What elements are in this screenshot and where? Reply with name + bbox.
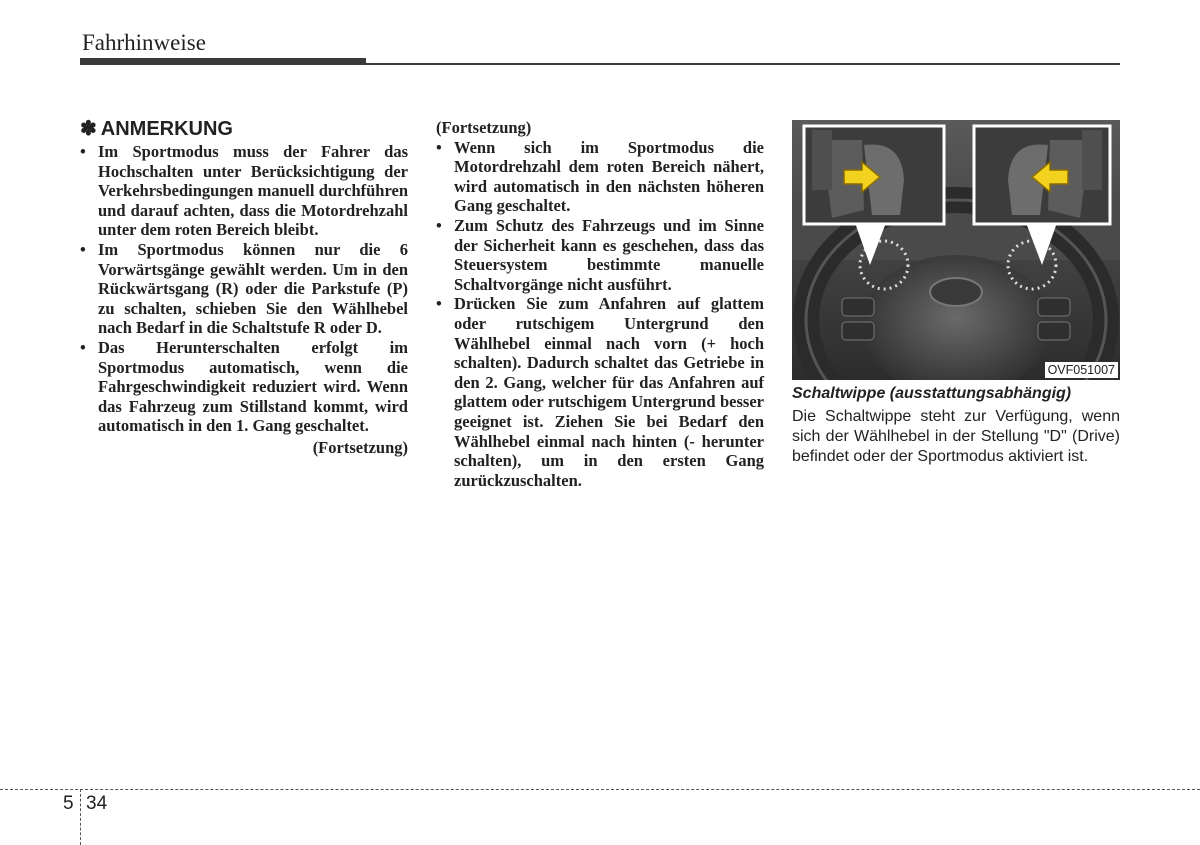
list-item: • Im Sportmodus können nur die 6 Vorwärtsgänge gewählt werden. Um in den Rückwärtsgang (R) oder die Parkstufe (P) zu schalten, schieben Sie den Wählhebel nach Bedarf in die Schaltstufe R oder D. — [80, 239, 408, 338]
note-heading — [80, 118, 408, 140]
bullet-icon: • — [436, 215, 442, 235]
asterisk-icon: ✽ — [80, 118, 97, 140]
header-rule-thin — [366, 63, 1120, 65]
figure-caption-title: Schaltwippe (ausstattungsabhängig) — [792, 385, 1072, 402]
list-item: • Wenn sich im Sportmodus die Motordrehzahl dem roten Bereich nähert, wird automatisch in den nächsten höheren Gang geschaltet. — [436, 137, 764, 216]
note-bullet-list-2 — [436, 138, 764, 491]
list-item: • Drücken Sie zum Anfahren auf glattem oder rutschigem Untergrund den Wählhebel einmal nach vorn (+ hoch schalten). Dadurch schaltet das Getriebe in den 2. Gang, welcher für das Anfahren auf glattem oder rutschigem Untergrund besser geeignet ist. Ziehen Sie bei Bedarf den Wählhebel einmal nach hinten (- herunter schalten), um in den ersten Gang zurückzuschalten. — [436, 294, 764, 490]
list-item: • Im Sportmodus muss der Fahrer das Hochschalten unter Berücksichtigung der Verkehrsbedingungen manuell durchführen und darauf achten, dass die Motordrehzahl unter dem roten Bereich bleibt. — [80, 142, 408, 240]
list-item: • Das Herunterschalten erfolgt im Sportmodus automatisch, wenn die Fahrgeschwindigkeit reduziert wird. Wenn das Fahrzeug zum Stillstand kommt, wird automatisch in den 1. Gang geschaltet. — [80, 337, 408, 436]
bullet-icon: • — [80, 142, 86, 161]
note-bullet-list-1 — [80, 142, 408, 436]
list-item: • Zum Schutz des Fahrzeugs und im Sinne der Sicherheit kann es geschehen, dass das Steuersystem bestimmte manuelle Schaltvorgänge nicht ausführt. — [436, 215, 764, 294]
bullet-icon: • — [436, 294, 442, 314]
header-rule-thick — [80, 58, 366, 65]
note-heading-label: ANMERKUNG — [100, 118, 233, 140]
steering-wheel-illustration — [792, 120, 1120, 380]
section-number: 5 — [63, 793, 74, 814]
figure-code: OVF051007 — [1045, 362, 1118, 378]
footer-vertical-divider — [80, 789, 81, 845]
bullet-icon: • — [436, 137, 442, 157]
text-column-1 — [80, 118, 408, 458]
continued-from-label: (Fortsetzung) — [436, 118, 532, 137]
page-header-title: Fahrhinweise — [82, 30, 206, 55]
continued-label: (Fortsetzung) — [312, 437, 408, 457]
figure-caption-body: Die Schaltwippe steht zur Verfügung, wenn sich der Wählhebel in der Stellung "D" (Drive) befindet oder der Sportmodus aktiviert ist. — [792, 408, 1120, 465]
bullet-icon: • — [80, 337, 86, 357]
bullet-icon: • — [80, 239, 86, 259]
page-number: 34 — [86, 793, 108, 814]
text-column-2 — [436, 118, 764, 490]
footer-divider — [0, 789, 1200, 790]
steering-wheel-figure — [792, 120, 1120, 380]
